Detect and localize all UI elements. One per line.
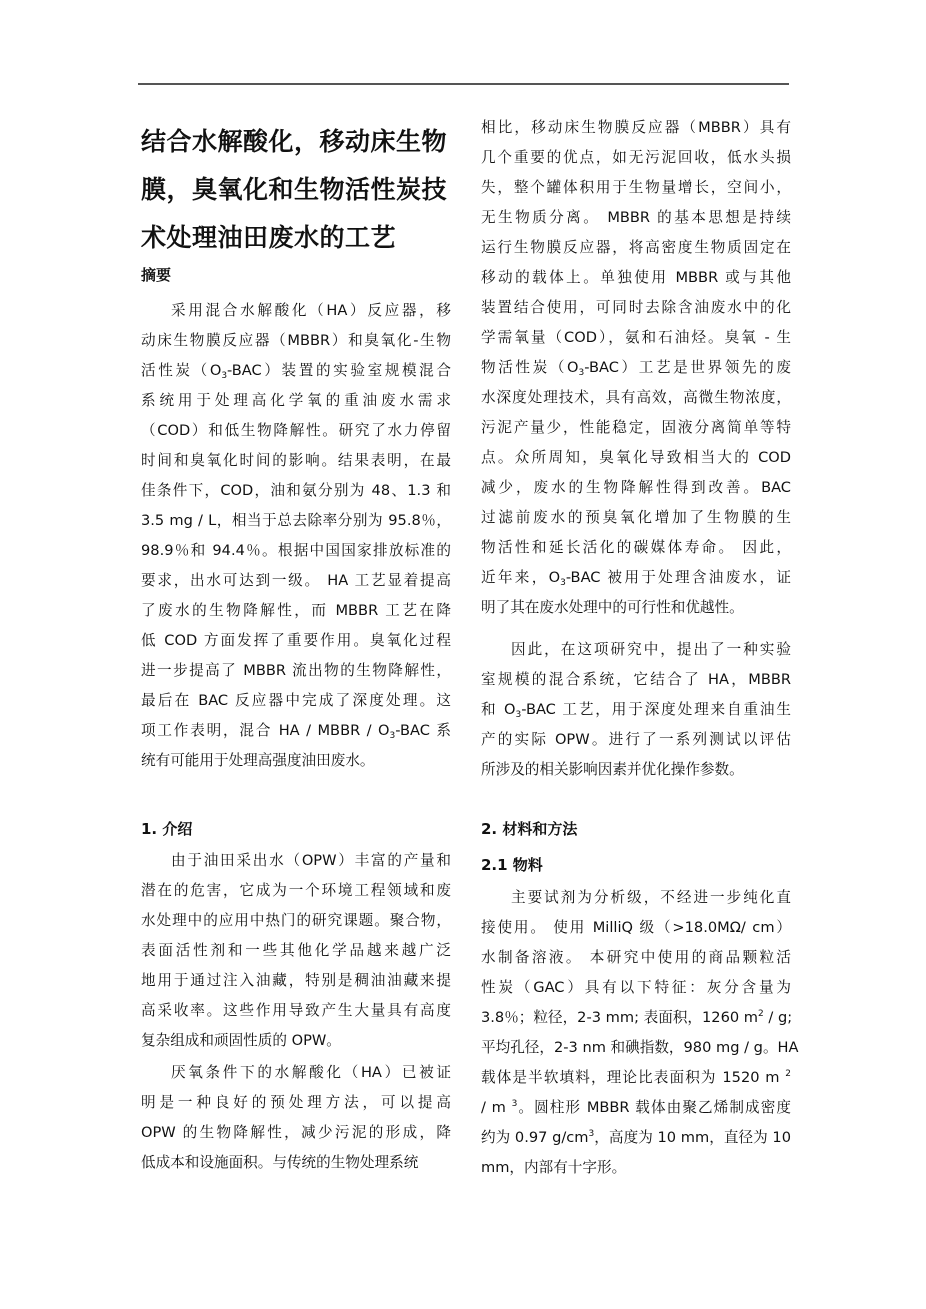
text-segment: -BAC）装置的实验室规模混合 xyxy=(227,362,451,379)
text-segment: 约为 0.97 g/cm xyxy=(481,1129,589,1146)
superscript: 2 xyxy=(785,1069,791,1079)
text-line: 了废水的生物降解性，而 MBBR 工艺在降 xyxy=(141,602,451,619)
text-line: 表面活性剂和一些其他化学品越来越广泛 xyxy=(141,942,451,959)
text-line: 主要试剂为分析级，不经进一步纯化直 xyxy=(511,889,791,906)
text-line: 最后在 BAC 反应器中完成了深度处理。这 xyxy=(141,692,451,709)
text-line: 动床生物膜反应器（MBBR）和臭氧化-生物 xyxy=(141,332,451,349)
text-segment: -BAC 系 xyxy=(395,722,451,739)
text-segment: 项工作表明，混合 HA / MBBR / O xyxy=(141,722,390,739)
text-line xyxy=(481,1123,791,1153)
text-line: 低 COD 方面发挥了重要作用。臭氧化过程 xyxy=(141,632,451,649)
superscript: 2 xyxy=(758,1009,764,1019)
text-segment: / m xyxy=(481,1099,512,1116)
section-2-heading-block xyxy=(481,818,791,839)
section-1-heading-block xyxy=(141,818,451,839)
text-line: 水处理中的应用中热门的研究课题。聚合物， xyxy=(141,912,451,929)
text-line: 减少，废水的生物降解性得到改善。BAC xyxy=(481,479,791,496)
text-segment: 近年来，O xyxy=(481,569,561,586)
text-segment: ，高度为 10 mm，直径为 10 xyxy=(594,1129,791,1146)
intro-paragraph-2 xyxy=(141,1058,451,1178)
text-line: 采用混合水解酸化（HA）反应器，移 xyxy=(171,302,451,319)
intro-aims-paragraph xyxy=(481,635,791,785)
text-line: 相比，移动床生物膜反应器（MBBR）具有 xyxy=(481,119,791,136)
section-2-1-heading-block xyxy=(481,854,791,875)
section-2-1-heading: 2.1 物料 xyxy=(481,856,543,874)
subscript: 3 xyxy=(389,731,396,741)
materials-paragraph xyxy=(481,883,799,1183)
text-line xyxy=(481,1093,791,1123)
text-line: 潜在的危害，它成为一个环境工程领域和废 xyxy=(141,882,451,899)
superscript: 3 xyxy=(588,1129,595,1139)
text-line: mm，内部有十字形。 xyxy=(481,1159,627,1176)
text-line: 因此，在这项研究中，提出了一种实验 xyxy=(511,641,791,658)
text-line: 学需氧量（COD），氨和石油烃。臭氧 - 生 xyxy=(481,329,791,346)
text-line: 系统用于处理高化学氧的重油废水需求 xyxy=(141,392,451,409)
text-line: 由于油田采出水（OPW）丰富的产量和 xyxy=(171,852,451,869)
text-line xyxy=(481,353,791,383)
text-line: 明是一种良好的预处理方法，可以提高 xyxy=(141,1094,451,1111)
text-line: 性炭（GAC）具有以下特征：灰分含量为 xyxy=(481,979,791,996)
text-line: 高采收率。这些作用导致产生大量具有高度 xyxy=(141,1002,451,1019)
text-line: 几个重要的优点，如无污泥回收，低水头损 xyxy=(481,149,791,166)
text-line: 失，整个罐体积用于生物量增长，空间小， xyxy=(481,179,791,196)
text-line: 平均孔径，2-3 nm 和碘指数，980 mg / g。HA xyxy=(481,1039,799,1056)
section-2-heading: 2. 材料和方法 xyxy=(481,820,578,838)
text-line: 要求，出水可达到一级。 HA 工艺显着提高 xyxy=(141,572,451,589)
subscript: 3 xyxy=(221,371,228,381)
title-line: 结合水解酸化，移动床生物 xyxy=(141,127,448,156)
text-line: 点。众所周知，臭氧化导致相当大的 COD xyxy=(481,449,791,466)
text-segment: 活性炭（O xyxy=(141,362,222,379)
text-line: 室规模的混合系统，它结合了 HA，MBBR xyxy=(481,671,791,688)
text-line: 低成本和设施面积。与传统的生物处理系统 xyxy=(141,1154,419,1171)
text-segment: 和 O xyxy=(481,701,516,718)
text-line: 明了其在废水处理中的可行性和优越性。 xyxy=(481,599,744,616)
text-line: 过滤前废水的预臭氧化增加了生物膜的生 xyxy=(481,509,791,526)
intro-continued-body xyxy=(481,113,791,623)
text-segment: 物活性炭（O xyxy=(481,359,579,376)
text-segment: -BAC 工艺，用于深度处理来自重油生 xyxy=(521,701,791,718)
subscript: 3 xyxy=(560,578,566,588)
paper-title xyxy=(141,118,461,262)
text-segment: 。圆柱形 MBBR 载体由聚乙烯制成密度 xyxy=(517,1099,791,1116)
text-line: 复杂组成和顽固性质的 OPW。 xyxy=(141,1032,341,1049)
text-line: 98.9％和 94.4％。根据中国国家排放标准的 xyxy=(141,542,451,559)
header-rule xyxy=(138,83,789,85)
text-line: 水制备溶液。 本研究中使用的商品颗粒活 xyxy=(481,949,791,966)
text-line xyxy=(481,563,791,593)
superscript: 3 xyxy=(511,1099,518,1109)
subscript: 3 xyxy=(578,368,585,378)
abstract-body xyxy=(141,296,451,776)
text-segment: -BAC 被用于处理含油废水，证 xyxy=(565,569,791,586)
text-line: 运行生物膜反应器，将高密度生物质固定在 xyxy=(481,239,791,256)
text-line xyxy=(481,1003,791,1033)
text-line xyxy=(141,716,451,746)
section-1-heading: 1. 介绍 xyxy=(141,820,193,838)
text-line: 进一步提高了 MBBR 流出物的生物降解性， xyxy=(141,662,451,679)
subscript: 3 xyxy=(515,710,522,720)
text-segment: -BAC）工艺是世界领先的废 xyxy=(584,359,791,376)
text-line: 接使用。 使用 MilliQ 级（>18.0MΩ/ cm） xyxy=(481,919,791,936)
text-line xyxy=(481,1063,791,1093)
abstract-heading-block xyxy=(141,264,451,285)
text-line: 物活性和延长活化的碳媒体寿命。 因此， xyxy=(481,539,791,556)
text-line: 水深度处理技术，具有高效，高微生物浓度， xyxy=(481,389,791,406)
text-segment: 载体是半软填料，理论比表面积为 1520 m xyxy=(481,1069,786,1086)
text-line: 移动的载体上。单独使用 MBBR 或与其他 xyxy=(481,269,791,286)
intro-paragraph-1 xyxy=(141,846,451,1056)
text-line: 污泥产量少，性能稳定，固液分离简单等特 xyxy=(481,419,791,436)
abstract-heading: 摘要 xyxy=(141,266,172,284)
text-line: 地用于通过注入油藏，特别是稠油油藏来提 xyxy=(141,972,451,989)
text-line: 3.5 mg / L，相当于总去除率分别为 95.8％， xyxy=(141,512,451,529)
text-line: 无生物质分离。 MBBR 的基本思想是持续 xyxy=(481,209,791,226)
text-line: OPW 的生物降解性，减少污泥的形成，降 xyxy=(141,1124,451,1141)
text-line: 时间和臭氧化时间的影响。结果表明，在最 xyxy=(141,452,451,469)
text-line: 装置结合使用，可同时去除含油废水中的化 xyxy=(481,299,791,316)
text-line: 厌氧条件下的水解酸化（HA）已被证 xyxy=(171,1064,451,1081)
text-line xyxy=(481,695,791,725)
title-line: 术处理油田废水的工艺 xyxy=(141,223,397,252)
text-line xyxy=(141,356,451,386)
text-line: 所涉及的相关影响因素并优化操作参数。 xyxy=(481,761,744,778)
title-line: 膜，臭氧化和生物活性炭技 xyxy=(141,175,448,204)
text-line: （COD）和低生物降解性。研究了水力停留 xyxy=(141,422,451,439)
text-line: 佳条件下，COD，油和氨分别为 48、1.3 和 xyxy=(141,482,451,499)
text-line: 统有可能用于处理高强度油田废水。 xyxy=(141,752,375,769)
text-line: 产的实际 OPW。进行了一系列测试以评估 xyxy=(481,731,791,748)
text-segment: 3.8％；粒径，2-3 mm; 表面积，1260 m xyxy=(481,1009,759,1026)
text-segment: / g; xyxy=(763,1009,793,1026)
